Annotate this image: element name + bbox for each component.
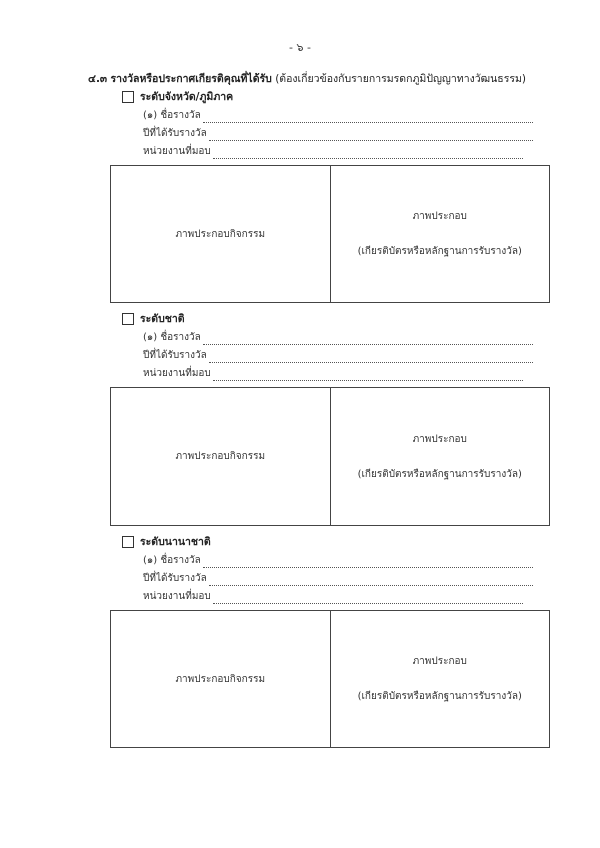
level-international	[122, 533, 211, 550]
activity-photo-slot[interactable]: ภาพประกอบกิจกรรม	[175, 451, 266, 462]
level-provincial	[122, 88, 233, 105]
level-label: ระดับจังหวัด/ภูมิภาค	[140, 91, 234, 103]
level-label: ระดับนานาชาติ	[140, 536, 211, 548]
level-national	[122, 310, 185, 327]
award-name-field[interactable]: (๑) ชื่อรางวัล	[143, 108, 533, 123]
section-title: รางวัลหรือประกาศเกียรติคุณที่ได้รับ	[110, 73, 272, 85]
page-number: - ๖ -	[289, 41, 311, 54]
award-year-field[interactable]: ปีที่ได้รับรางวัล	[143, 348, 533, 363]
certificate-photo-slot[interactable]: ภาพประกอบ (เกียรติบัตรหรือหลักฐานการรับรางวัล)	[330, 611, 550, 747]
award-agency-field[interactable]: หน่วยงานที่มอบ	[143, 144, 523, 159]
section-number: ๔.๓	[88, 73, 108, 85]
level-provincial-checkbox[interactable]	[122, 91, 134, 103]
award-agency-field[interactable]: หน่วยงานที่มอบ	[143, 589, 523, 604]
image-box	[110, 610, 550, 748]
award-year-field[interactable]: ปีที่ได้รับรางวัล	[143, 126, 533, 141]
award-name-field[interactable]: (๑) ชื่อรางวัล	[143, 330, 533, 345]
certificate-photo-slot[interactable]: ภาพประกอบ (เกียรติบัตรหรือหลักฐานการรับรางวัล)	[330, 388, 550, 525]
activity-photo-slot[interactable]: ภาพประกอบกิจกรรม	[175, 673, 266, 685]
section-note: (ต้องเกี่ยวข้องกับรายการมรดกภูมิปัญญาทางวัฒนธรรม)	[275, 73, 526, 85]
level-national-checkbox[interactable]	[122, 313, 134, 325]
activity-photo-slot[interactable]: ภาพประกอบกิจกรรม	[175, 228, 266, 240]
section-heading	[88, 70, 526, 87]
award-name-field[interactable]: (๑) ชื่อรางวัล	[143, 553, 533, 568]
image-box	[110, 165, 550, 303]
level-label: ระดับชาติ	[140, 313, 185, 325]
certificate-photo-slot[interactable]: ภาพประกอบ (เกียรติบัตรหรือหลักฐานการรับรางวัล)	[330, 166, 550, 302]
award-year-field[interactable]: ปีที่ได้รับรางวัล	[143, 571, 533, 586]
level-international-checkbox[interactable]	[122, 536, 134, 548]
award-agency-field[interactable]: หน่วยงานที่มอบ	[143, 366, 523, 381]
image-box	[110, 387, 550, 526]
